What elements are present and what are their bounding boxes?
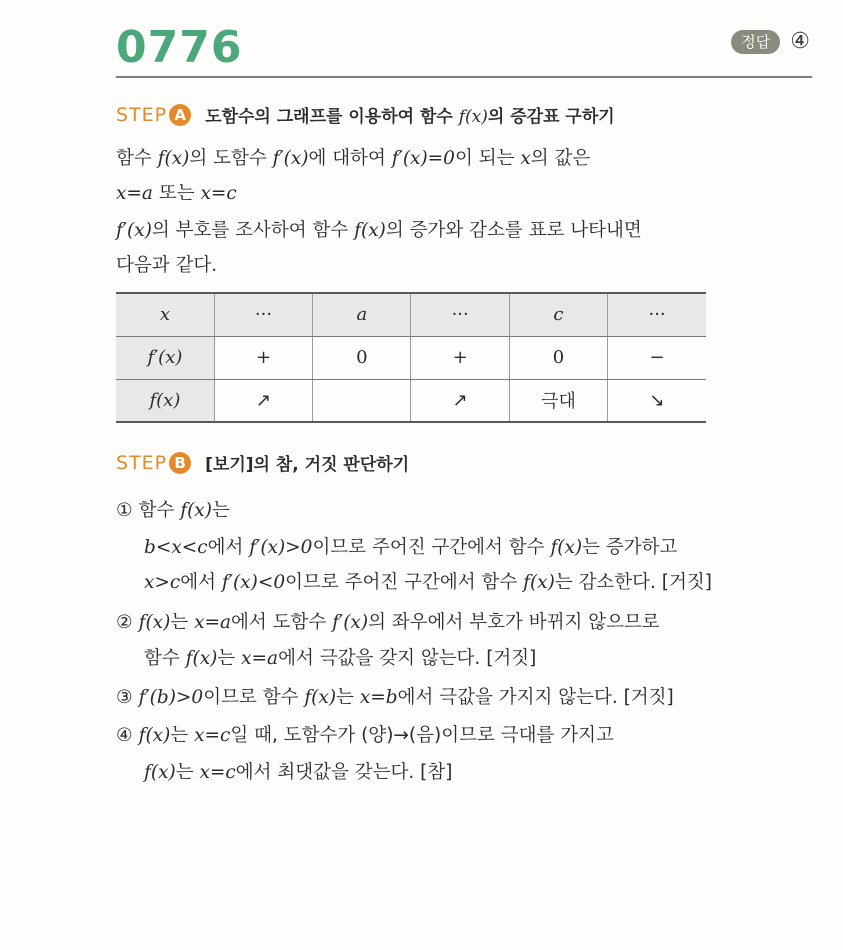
text: 일 때, 도함수가 (양)→(음)이므로 극대를 가지고 (230, 725, 614, 746)
table-cell: x (116, 293, 214, 336)
math-fpx: f′(x) (116, 220, 152, 241)
text: 이므로 주어진 구간에서 함수 (285, 572, 524, 593)
math-inequality: b<x<c (144, 537, 208, 558)
answer-badge: 정답 (731, 30, 780, 54)
text: 이므로 함수 (203, 687, 305, 708)
table-cell: − (608, 336, 706, 379)
math-fx: f(x) (138, 725, 171, 746)
step-a-label: STEP (116, 103, 168, 126)
table-cell: 0 (313, 336, 411, 379)
table-cell: f′(x) (116, 336, 214, 379)
text: 의 값은 (530, 148, 591, 169)
math-fx: f(x) (157, 148, 190, 169)
math-equation: x=b (359, 687, 398, 708)
sign-table (116, 292, 706, 423)
math-condition: f′(x)<0 (221, 572, 286, 593)
header (116, 20, 812, 76)
step-a-letter-badge: A (169, 104, 191, 126)
text: 에서 (207, 537, 250, 558)
table-cell: f(x) (116, 379, 214, 422)
math-fpx: f′(x) (272, 148, 309, 169)
answer-area (731, 30, 810, 54)
math-equation: f′(x)=0 (391, 148, 455, 169)
text: 의 도함수 (189, 148, 273, 169)
step-a-heading (116, 102, 615, 127)
math-x: x (520, 148, 531, 169)
table-cell: c (509, 293, 607, 336)
para-line-2 (116, 181, 237, 207)
step-b-heading (116, 450, 409, 475)
text: 의 증가와 감소를 표로 나타내면 (385, 220, 642, 241)
math-equation: x=a (116, 183, 153, 204)
item-number: ④ (116, 725, 133, 746)
step-b-letter-badge: B (169, 452, 191, 474)
table-row-x (116, 293, 706, 336)
math-fx: f(x) (523, 572, 555, 593)
item-4-line-2 (144, 760, 452, 786)
increase-arrow-icon: ↗ (411, 379, 509, 422)
math-fx: f(x) (138, 612, 171, 633)
header-divider (116, 76, 812, 78)
step-a-title (205, 102, 615, 127)
text: 는 증가하고 (582, 537, 678, 558)
table-cell: ··· (411, 293, 509, 336)
item-1-line-3 (144, 570, 712, 596)
text: 의 부호를 조사하여 함수 (151, 220, 355, 241)
math-equation: x=c (200, 183, 237, 204)
table-cell (313, 379, 411, 422)
para-line-4: 다음과 같다. (116, 255, 218, 276)
text: 이므로 주어진 구간에서 함수 (312, 537, 551, 558)
text: 는 (170, 725, 195, 746)
text: 의 좌우에서 부호가 바뀌지 않으므로 (368, 612, 660, 633)
text: 는 (217, 648, 242, 669)
table-cell: a (313, 293, 411, 336)
item-2-line-1 (116, 610, 660, 636)
math-condition: f′(x)>0 (249, 537, 313, 558)
math-equation: x=a (241, 648, 279, 669)
text: 에서 극값을 갖지 않는다. [거짓] (278, 648, 537, 669)
step-b-label: STEP (116, 451, 168, 474)
math-condition: f′(b)>0 (138, 687, 204, 708)
text: 함수 (144, 648, 186, 669)
answer-value: ④ (790, 29, 810, 54)
math-fpx: f′(x) (332, 612, 369, 633)
problem-number: 0776 (116, 22, 243, 73)
math-fx: f(x) (354, 220, 386, 241)
step-a-title-fx: f(x) (458, 107, 488, 127)
math-fx: f(x) (550, 537, 583, 558)
text: 는 (336, 687, 360, 708)
math-fx: f(x) (180, 500, 212, 521)
text: 는 감소한다. [거짓] (554, 572, 712, 593)
decrease-arrow-icon: ↘ (608, 379, 706, 422)
math-fx: f(x) (185, 648, 218, 669)
table-row-fpx (116, 336, 706, 379)
table-cell: ··· (214, 293, 312, 336)
para-line-3 (116, 218, 642, 244)
math-fx: f(x) (304, 687, 337, 708)
table-cell: + (214, 336, 312, 379)
text: 는 (170, 612, 195, 633)
text: 이 되는 (454, 148, 521, 169)
math-equation: x=c (194, 725, 231, 746)
text: 함수 (116, 148, 158, 169)
text: 는 (211, 500, 230, 521)
text: 함수 (138, 500, 181, 521)
math-equation: x=a (194, 612, 232, 633)
item-1-line-1 (116, 498, 230, 524)
step-b-title: [보기]의 참, 거짓 판단하기 (205, 455, 410, 475)
math-equation: x=c (199, 762, 236, 783)
item-number: ③ (116, 687, 133, 708)
text: 에서 (180, 572, 222, 593)
math-fx: f(x) (144, 762, 176, 783)
table-row-fx (116, 379, 706, 422)
item-1-line-2 (144, 535, 677, 561)
text: 는 (175, 762, 200, 783)
item-number: ① (116, 500, 133, 521)
item-4-line-1 (116, 723, 614, 749)
math-inequality: x>c (144, 572, 181, 593)
text: 에서 최댓값을 갖는다. [참] (235, 762, 453, 783)
step-a-title-pre: 도함수의 그래프를 이용하여 함수 (205, 107, 459, 127)
item-3-line-1 (116, 685, 674, 711)
increase-arrow-icon: ↗ (214, 379, 312, 422)
text: 에서 도함수 (231, 612, 333, 633)
text: 또는 (152, 183, 201, 204)
table-cell: 극대 (509, 379, 607, 422)
item-number: ② (116, 612, 133, 633)
text: 에서 극값을 가지지 않는다. [거짓] (397, 687, 674, 708)
table-cell: 0 (509, 336, 607, 379)
table-cell: ··· (608, 293, 706, 336)
table-cell: + (411, 336, 509, 379)
step-a-title-post: 의 증감표 구하기 (487, 107, 615, 127)
text: 에 대하여 (308, 148, 392, 169)
para-line-1 (116, 146, 590, 172)
item-2-line-2 (144, 646, 536, 672)
